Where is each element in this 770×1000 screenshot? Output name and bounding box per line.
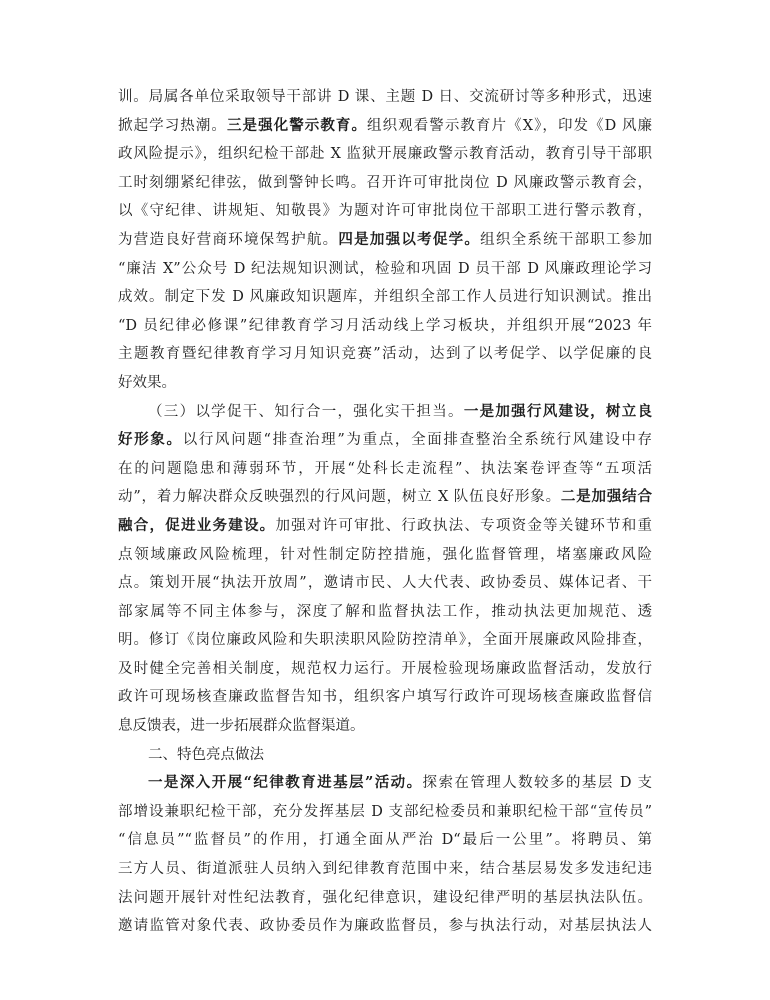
- text-run: 掀起学习热潮。: [118, 117, 227, 134]
- text-line: [118, 455, 652, 484]
- text-line: [118, 140, 652, 169]
- text-run: 为营造良好营商环境保驾护航。: [118, 231, 339, 248]
- text-run: 邀请监管对象代表、政协委员作为廉政监督员，参与执法行动，对基层执法人: [118, 918, 652, 935]
- text-line: [118, 626, 652, 655]
- text-run: 部家属等不同主体参与，深度了解和监督执法工作，推动执法更加规范、透: [118, 603, 652, 620]
- bold-heading-run: 一是加强行风建设，树立良: [463, 402, 652, 420]
- document-body: [118, 83, 652, 941]
- section-heading: 二、特色亮点做法: [148, 746, 264, 763]
- text-run: 三方人员、街道派驻人员纳入到纪律教育范围中来，结合基层易发多发违纪违: [118, 861, 652, 878]
- text-run: 政许可现场核查廉政监督告知书，组织客户填写行政许可现场核查廉政监督信: [118, 689, 652, 706]
- text-run: 成效。制定下发 D 风廉政知识题库，并组织全部工作人员进行知识测试。推出: [118, 289, 652, 306]
- bold-heading-run: 融合，促进业务建设。: [118, 516, 276, 534]
- section-heading-line: [118, 398, 652, 427]
- text-line: [118, 855, 652, 884]
- text-run: （三）以学促干、知行合一，强化实干担当。: [148, 403, 464, 420]
- text-run: “D 员纪律必修课”纪律教育学习月活动线上学习板块，并组织开展“2023 年: [118, 317, 652, 334]
- text-line: [118, 884, 652, 913]
- text-run: 及时健全完善相关制度，规范权力运行。开展检验现场廉政监督活动，发放行: [118, 660, 652, 677]
- text-line: [118, 83, 652, 112]
- section-heading-line: [118, 741, 652, 770]
- text-run: 加强对许可审批、行政执法、专项资金等关键环节和重: [275, 517, 652, 534]
- text-line: [118, 226, 652, 255]
- text-run: 明。修订《岗位廉政风险和失职渎职风险防控清单》，全面开展廉政风险排查，: [118, 632, 652, 649]
- text-run: 组织全系统干部职工参加: [480, 231, 652, 248]
- text-line: [118, 312, 652, 341]
- text-run: 工时刻绷紧纪律弦，做到警钟长鸣。召开许可审批岗位 D 风廉政警示教育会，: [118, 174, 652, 191]
- text-line: [118, 569, 652, 598]
- text-run: 政风险提示》，组织纪检干部赴 X 监狱开展廉政警示教育活动，教育引导干部职: [118, 146, 652, 163]
- text-line: [118, 283, 652, 312]
- text-line: [118, 712, 652, 741]
- bold-heading-run: 一是深入开展“纪律教育进基层”活动。: [148, 774, 423, 792]
- text-line: [118, 426, 652, 455]
- text-line: [118, 541, 652, 570]
- text-run: 探索在管理人数较多的基层 D 支: [422, 775, 652, 792]
- text-run: 以《守纪律、讲规矩、知敬畏》为题对许可审批岗位干部职工进行警示教育，: [118, 203, 652, 220]
- text-run: 法问题开展针对性纪法教育，强化纪律意识，建设纪律严明的基层执法队伍。: [118, 889, 652, 906]
- text-run: 组织观看警示教育片《X》，印发《D 风廉: [367, 117, 652, 134]
- text-run: 息反馈表，进一步拓展群众监督渠道。: [118, 718, 365, 735]
- text-line: [118, 483, 652, 512]
- text-line: [118, 340, 652, 369]
- text-run: “廉洁 X”公众号 D 纪法规知识测试，检验和巩固 D 员干部 D 风廉政理论学习: [118, 260, 652, 277]
- bold-heading-run: 三是强化警示教育。: [226, 116, 368, 134]
- text-line: [118, 826, 652, 855]
- bold-heading-run: 二是加强结合: [560, 488, 652, 506]
- text-line: [118, 255, 652, 284]
- text-line: [118, 598, 652, 627]
- text-line: [118, 112, 652, 141]
- text-run: 主题教育暨纪律教育学习月知识竞赛”活动，达到了以考促学、以学促廉的良: [118, 346, 652, 363]
- text-run: 点。策划开展“执法开放周”，邀请市民、人大代表、政协委员、媒体记者、干: [118, 575, 652, 592]
- bold-heading-run: 好形象。: [118, 431, 183, 449]
- text-run: 部增设兼职纪检干部，充分发挥基层 D 支部纪检委员和兼职纪检干部“宣传员”: [118, 803, 652, 820]
- text-line: [118, 512, 652, 541]
- bold-heading-run: 四是加强以考促学。: [338, 230, 481, 248]
- text-run: 动”，着力解决群众反映强烈的行风问题，树立 X 队伍良好形象。: [118, 489, 561, 506]
- text-line: [118, 912, 652, 941]
- text-run: 点领域廉政风险梳理，针对性制定防控措施，强化监督管理，堵塞廉政风险: [118, 546, 652, 563]
- text-line: [118, 655, 652, 684]
- text-line: [118, 769, 652, 798]
- text-run: 训。局属各单位采取领导干部讲 D 课、主题 D 日、交流研讨等多种形式，迅速: [118, 89, 652, 105]
- text-line: [118, 369, 652, 398]
- text-line: [118, 169, 652, 198]
- text-line: [118, 197, 652, 226]
- text-line: [118, 798, 652, 827]
- text-run: “信息员”“监督员”的作用，打通全面从严治 D“最后一公里”。将聘员、第: [118, 832, 652, 849]
- text-run: 在的问题隐患和薄弱环节，开展“处科长走流程”、执法案卷评查等“五项活: [118, 460, 652, 477]
- text-run: 好效果。: [118, 374, 176, 391]
- text-line: [118, 683, 652, 712]
- text-run: 以行风问题“排查治理”为重点，全面排查整治全系统行风建设中存: [182, 432, 652, 449]
